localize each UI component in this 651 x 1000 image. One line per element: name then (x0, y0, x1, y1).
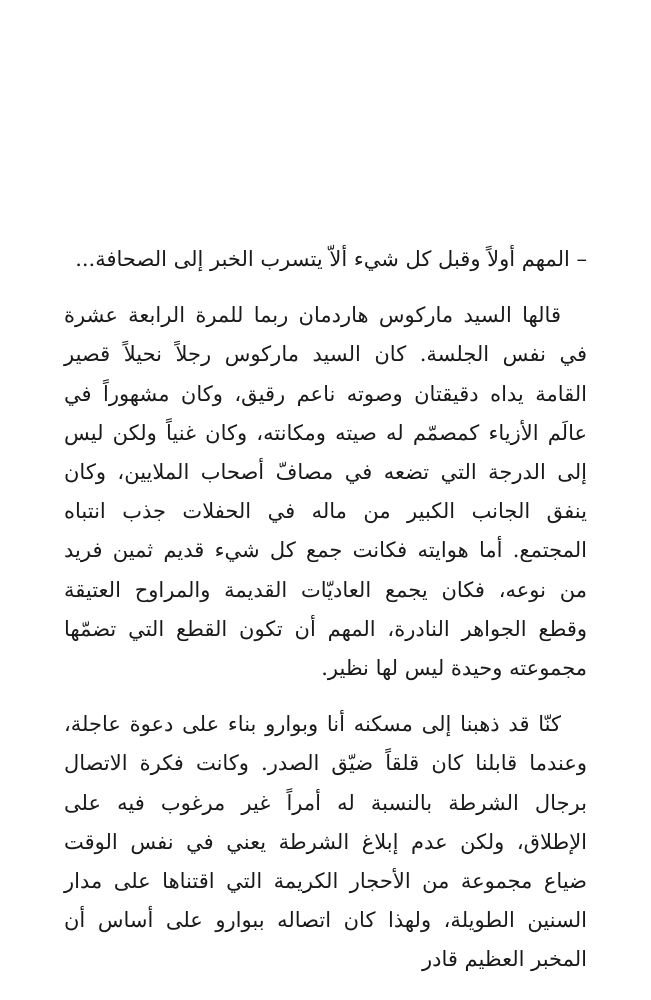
narrative-paragraph-2: كنّا قد ذهبنا إلى مسكنه أنا وبوارو بناء على دعوة عاجلة، وعندما قابلنا كان قلقاً ضيّق الصدر. وكانت فكرة الاتصال برجال الشرطة بالنسبة له أمراً غير مرغوب فيه على الإطلاق، ولكن عدم إبلاغ الشرطة يعني في نفس الوقت ضياع مجموعة من الأحجار الكريمة التي اقتناها على مدار السنين الطويلة، ولهذا كان اتصاله ببوارو على أساس أن المخبر العظيم قادر (64, 712, 587, 972)
paragraph-spacer (64, 688, 587, 705)
narrative-paragraph-1: قالها السيد ماركوس هاردمان ربما للمرة الرابعة عشرة في نفس الجلسة. كان السيد ماركوس رجلاً نحيلاً قصير القامة يداه دقيقتان وصوته ناعم رقيق، وكان مشهوراً في عالَم الأزياء كمصمّم له صيته ومكانته، وكان غنياً ولكن ليس إلى الدرجة التي تضعه في مصافّ أصحاب الملايين، وكان ينفق الجانب الكبير من ماله في الحفلات جذب انتباه المجتمع. أما هوايته فكانت جمع كل شيء قديم ثمين فريد من نوعه، فكان يجمع العاديّات القديمة والمراوح العتيقة وقطع الجواهر النادرة، المهم أن تكون القطع التي تضمّها مجموعته وحيدة ليس لها نظير. (64, 303, 587, 681)
body-text (64, 240, 587, 980)
dialogue-paragraph: – المهم أولاً وقبل كل شيء ألاّ يتسرب الخبر إلى الصحافة... (75, 247, 587, 271)
paragraph-spacer (64, 279, 587, 296)
